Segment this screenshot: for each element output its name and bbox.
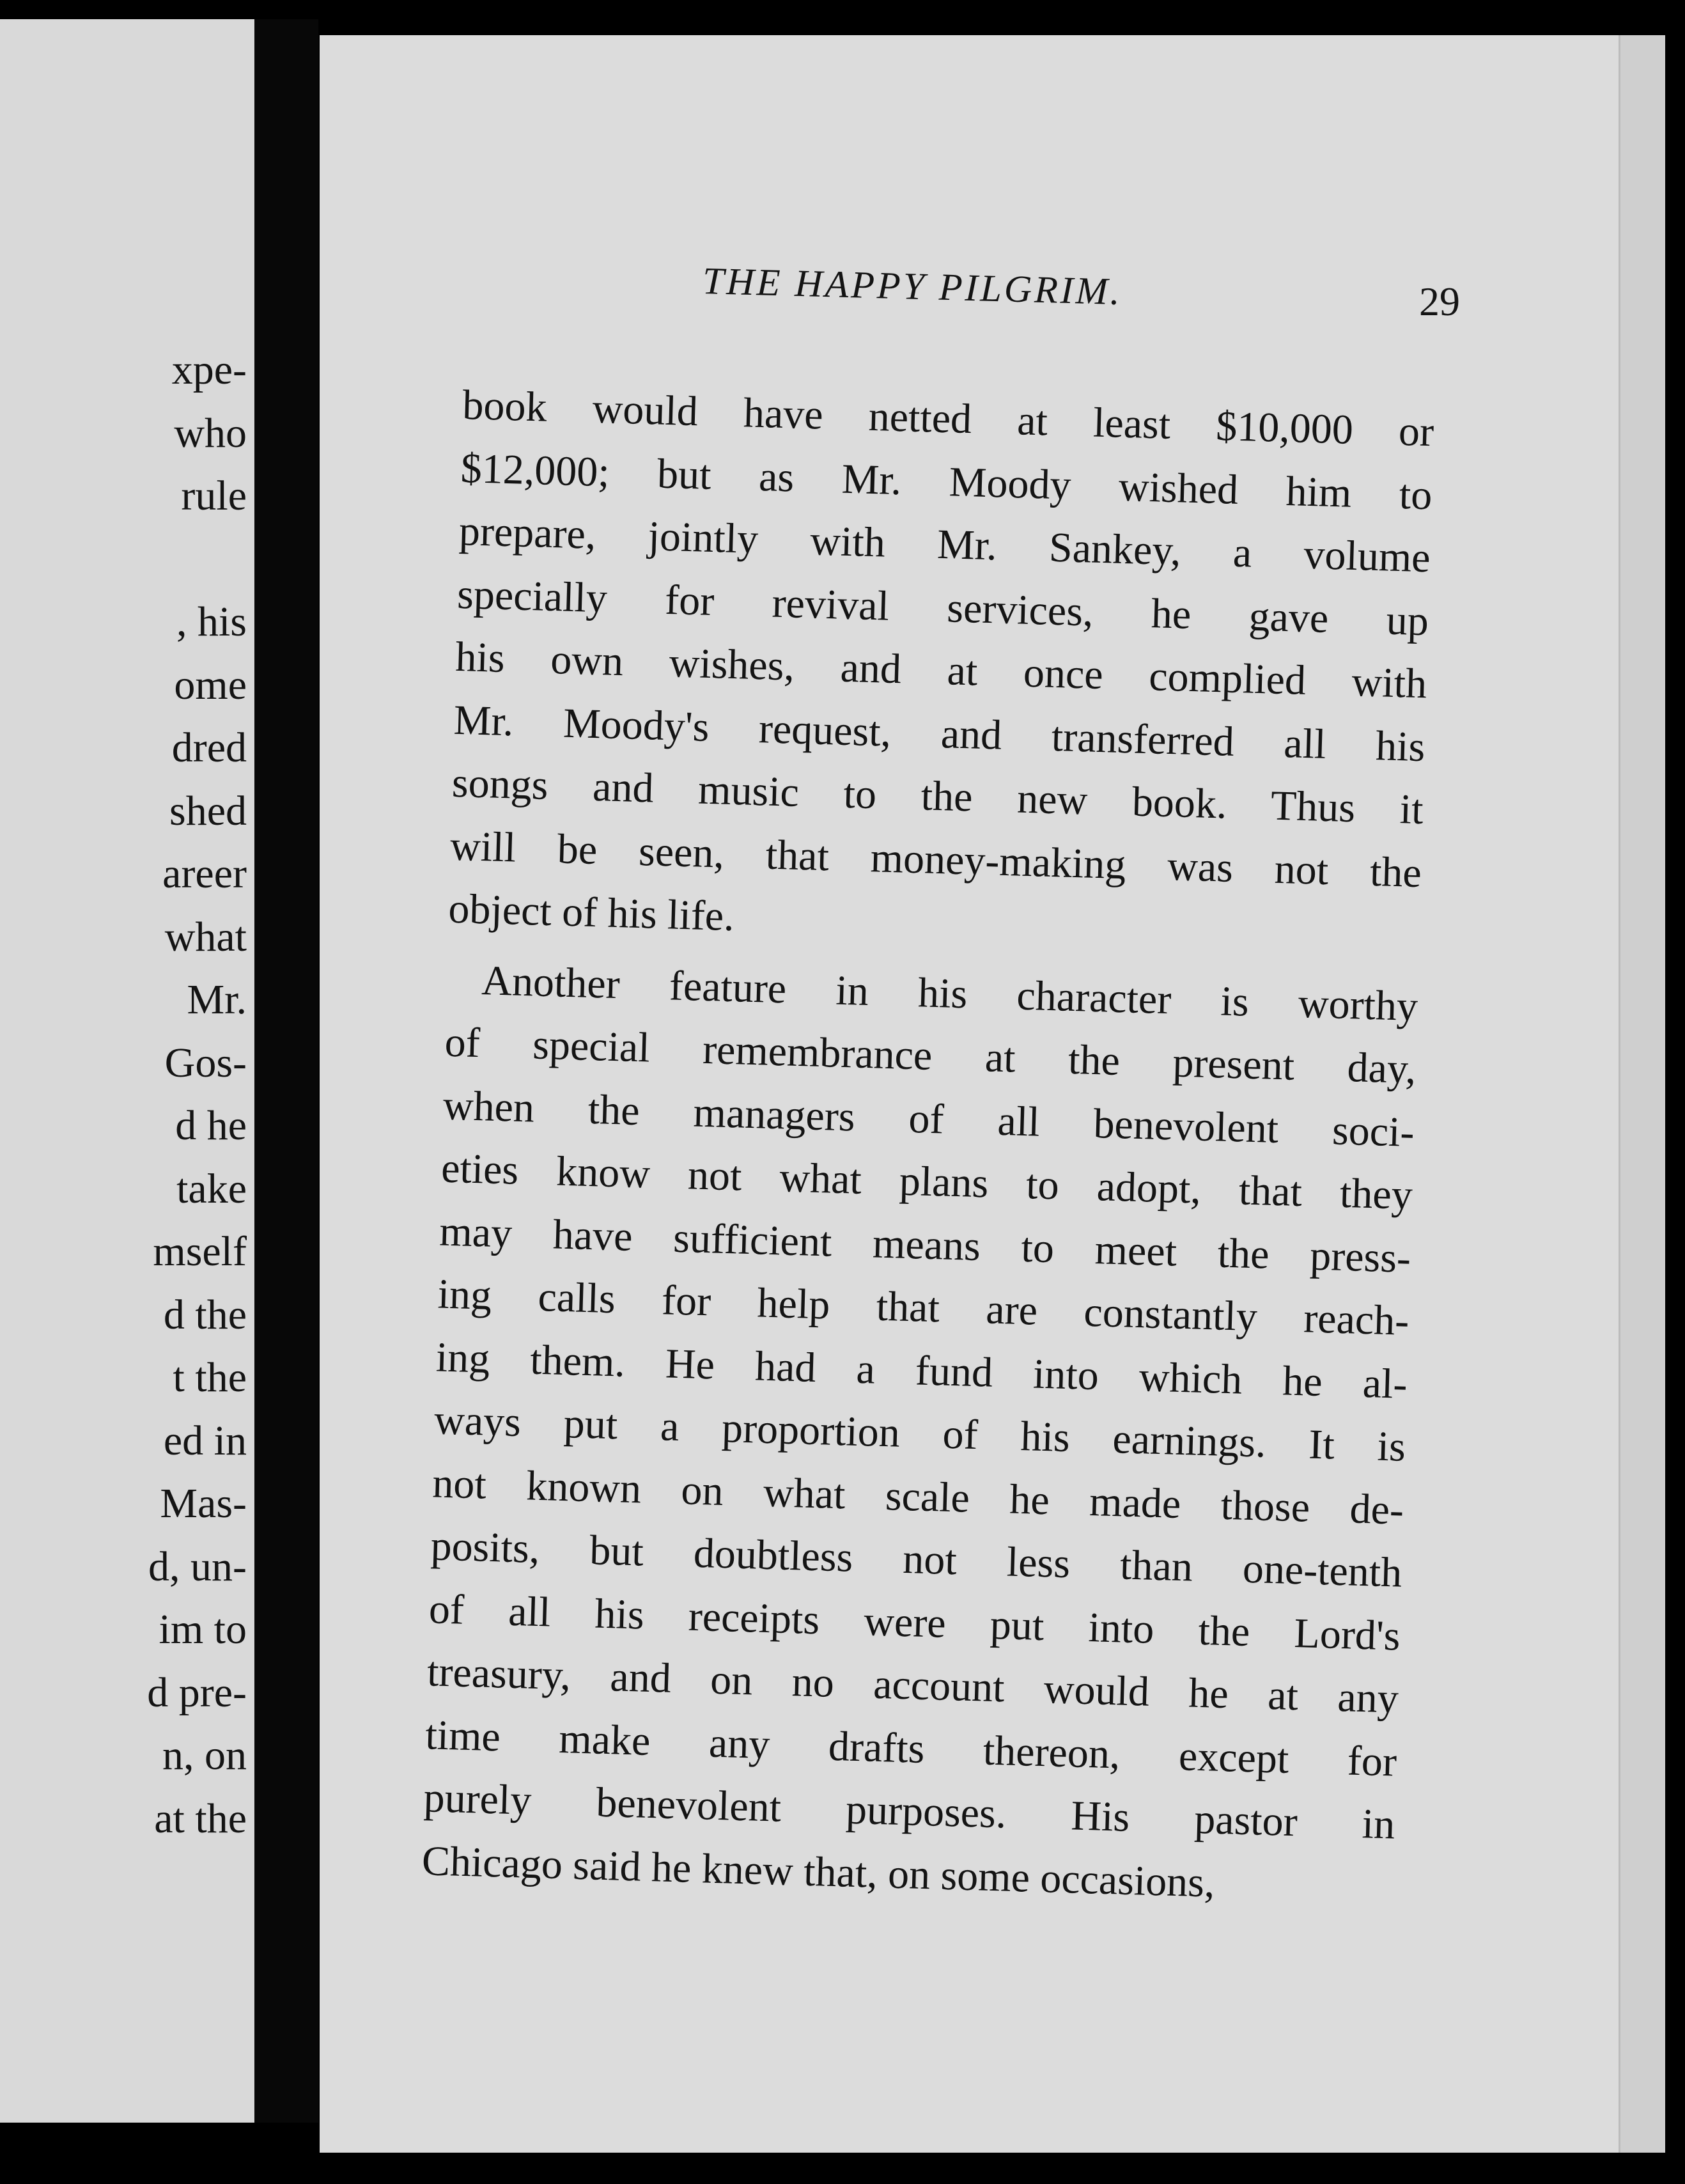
left-text-line: d pre- xyxy=(147,1669,247,1716)
text-line: Another feature in his character is worthy xyxy=(481,956,1418,1030)
text-line: of all his receipts were put into the Lord's xyxy=(428,1585,1401,1660)
body-text xyxy=(421,374,1435,1920)
text-line: Mr. Moody's request, and transferred all his xyxy=(453,696,1426,770)
text-line: will be seen, that money-making was not the xyxy=(449,822,1422,896)
text-line: when the managers of all benevolent soci- xyxy=(442,1082,1415,1156)
left-text-line: , his xyxy=(176,598,247,645)
text-line: of special remembrance at the present day, xyxy=(444,1018,1417,1093)
text-line: ing them. He had a fund into which he al- xyxy=(435,1333,1408,1408)
left-text-line: shed xyxy=(169,787,247,834)
text-line: treasury, and on no account would he at any xyxy=(426,1648,1399,1722)
text-line: specially for revival services, he gave up xyxy=(456,570,1429,644)
left-text-line: rule xyxy=(181,472,247,519)
left-text-line: im to xyxy=(159,1606,247,1653)
running-head: THE HAPPY PILGRIM. xyxy=(702,259,1123,313)
text-line: prepare, jointly with Mr. Sankey, a volume xyxy=(458,507,1431,582)
left-text-line: take xyxy=(176,1165,247,1212)
book-gutter xyxy=(254,19,318,2123)
text-line: posits, but doubtless not less than one-tenth xyxy=(430,1522,1403,1596)
text-line: his own wishes, and at once complied with xyxy=(454,633,1428,708)
left-text-line: who xyxy=(174,409,247,456)
text-line: may have sufficient means to meet the press- xyxy=(439,1207,1411,1282)
text-line: eties know not what plans to adopt, that they xyxy=(440,1144,1413,1219)
left-text-line: t the xyxy=(173,1354,247,1401)
left-text-line: xpe- xyxy=(171,347,247,393)
left-text-line: ed in xyxy=(163,1417,247,1464)
left-text-line: d he xyxy=(175,1102,247,1149)
left-text-line: dred xyxy=(171,724,247,771)
left-text-line: Mas- xyxy=(160,1480,247,1527)
left-text-line: n, on xyxy=(162,1732,247,1779)
left-text-line: d the xyxy=(163,1291,247,1338)
left-text-line: Mr. xyxy=(187,976,247,1023)
paragraph-2 xyxy=(421,948,1419,1919)
text-line: book would have netted at least $10,000 or xyxy=(462,381,1435,456)
text-line: Chicago said he knew that, on some occasions, xyxy=(421,1837,1216,1907)
text-line: ing calls for help that are constantly reach- xyxy=(437,1270,1410,1345)
text-line: $12,000; but as Mr. Moody wished him to xyxy=(460,444,1433,519)
text-line: ways put a proportion of his earnings. It is xyxy=(433,1396,1406,1470)
paragraph-1 xyxy=(447,374,1434,968)
left-text-line: areer xyxy=(162,850,247,897)
left-page xyxy=(0,19,254,2123)
left-text-line: Gos- xyxy=(164,1039,247,1086)
right-page xyxy=(320,35,1665,2153)
text-line: not known on what scale he made those de- xyxy=(431,1459,1404,1534)
text-line: object of his life. xyxy=(447,885,735,940)
left-text-line: ome xyxy=(174,661,247,708)
left-text-line: d, un- xyxy=(148,1543,247,1590)
left-text-line: what xyxy=(164,913,247,960)
text-line: purely benevolent purposes. His pastor in xyxy=(423,1774,1396,1848)
page-edge xyxy=(1619,35,1665,2153)
page-number: 29 xyxy=(1419,279,1460,324)
left-text-line: at the xyxy=(154,1795,247,1842)
left-text-line xyxy=(4,528,247,591)
left-text-line: mself xyxy=(153,1228,247,1275)
text-line: songs and music to the new book. Thus it xyxy=(451,759,1424,834)
text-line: time make any drafts thereon, except for xyxy=(424,1711,1397,1786)
left-page-text xyxy=(4,339,247,1850)
